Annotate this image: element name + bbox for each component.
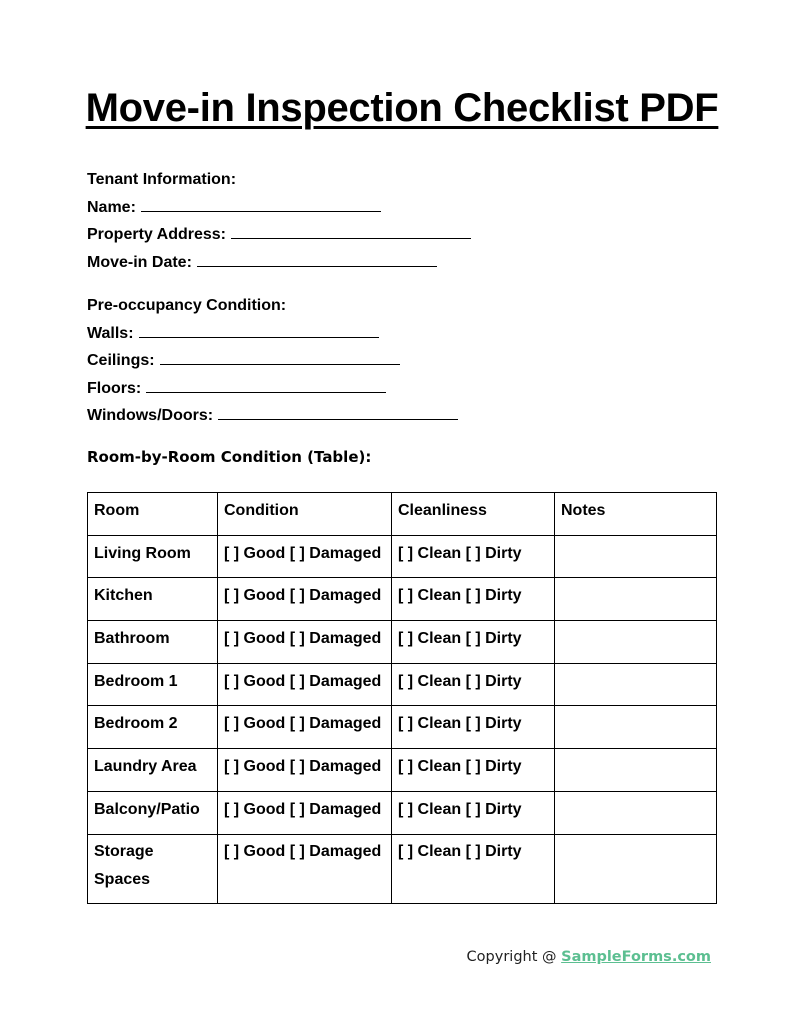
tenant-information-section [87,166,471,276]
table-row [88,663,717,706]
table-row [88,706,717,749]
floors-field[interactable] [87,375,458,403]
room-cell: Kitchen [88,578,218,621]
cleanliness-cell[interactable]: [ ] Clean [ ] Dirty [392,834,555,903]
header-cleanliness: Cleanliness [392,493,555,536]
field-label: Ceilings: [87,352,155,369]
ceilings-field[interactable] [87,347,458,375]
room-cell: Laundry Area [88,749,218,792]
room-cell: Storage Spaces [88,834,218,903]
notes-cell[interactable] [555,578,717,621]
notes-cell[interactable] [555,834,717,903]
property-address-field[interactable] [87,221,471,249]
table-row [88,791,717,834]
field-label: Windows/Doors: [87,407,214,424]
move-in-date-field[interactable] [87,249,471,277]
table-row [88,578,717,621]
table-row [88,749,717,792]
header-condition: Condition [218,493,392,536]
cleanliness-cell[interactable]: [ ] Clean [ ] Dirty [392,621,555,664]
condition-cell[interactable]: [ ] Good [ ] Damaged [218,621,392,664]
field-label: Walls: [87,324,134,342]
condition-cell[interactable]: [ ] Good [ ] Damaged [218,663,392,706]
table-heading: Room-by-Room Condition (Table): [87,448,372,466]
notes-cell[interactable] [555,621,717,664]
cleanliness-cell[interactable]: [ ] Clean [ ] Dirty [392,791,555,834]
cleanliness-cell[interactable]: [ ] Clean [ ] Dirty [392,535,555,578]
table-row [88,535,717,578]
blank-line [160,350,400,365]
blank-line [141,197,381,212]
condition-cell[interactable]: [ ] Good [ ] Damaged [218,791,392,834]
blank-line [218,405,458,420]
name-field[interactable] [87,194,471,222]
header-room: Room [88,493,218,536]
header-notes: Notes [555,493,717,536]
condition-cell[interactable]: [ ] Good [ ] Damaged [218,706,392,749]
room-cell: Bathroom [88,621,218,664]
condition-cell[interactable]: [ ] Good [ ] Damaged [218,749,392,792]
notes-cell[interactable] [555,791,717,834]
blank-line [139,323,379,338]
field-label: Floors: [87,379,142,397]
room-cell: Bedroom 2 [88,706,218,749]
table-row [88,834,717,903]
room-cell: Bedroom 1 [88,663,218,706]
notes-cell[interactable] [555,706,717,749]
cleanliness-cell[interactable]: [ ] Clean [ ] Dirty [392,706,555,749]
page-title: Move-in Inspection Checklist PDF [85,86,719,130]
section-heading: Pre-occupancy Condition: [87,297,287,314]
notes-cell[interactable] [555,663,717,706]
blank-line [231,224,471,239]
walls-field[interactable] [87,320,458,348]
section-heading: Tenant Information: [87,171,237,188]
notes-cell[interactable] [555,535,717,578]
condition-cell[interactable]: [ ] Good [ ] Damaged [218,834,392,903]
condition-cell[interactable]: [ ] Good [ ] Damaged [218,535,392,578]
copyright-footer [467,949,711,965]
room-condition-table [87,492,717,904]
field-label: Move-in Date: [87,253,192,271]
table-header-row [88,493,717,536]
condition-cell[interactable]: [ ] Good [ ] Damaged [218,578,392,621]
room-cell: Balcony/Patio [88,791,218,834]
copyright-text: Copyright @ [466,949,562,965]
room-cell: Living Room [88,535,218,578]
field-label: Property Address: [87,226,226,243]
field-label: Name: [87,198,136,216]
cleanliness-cell[interactable]: [ ] Clean [ ] Dirty [392,578,555,621]
table-row [88,621,717,664]
blank-line [197,252,437,267]
windows-doors-field[interactable] [87,402,458,430]
pre-occupancy-condition-section [87,292,458,430]
notes-cell[interactable] [555,749,717,792]
cleanliness-cell[interactable]: [ ] Clean [ ] Dirty [392,749,555,792]
cleanliness-cell[interactable]: [ ] Clean [ ] Dirty [392,663,555,706]
sampleforms-link[interactable]: SampleForms.com [561,949,711,965]
blank-line [146,378,386,393]
